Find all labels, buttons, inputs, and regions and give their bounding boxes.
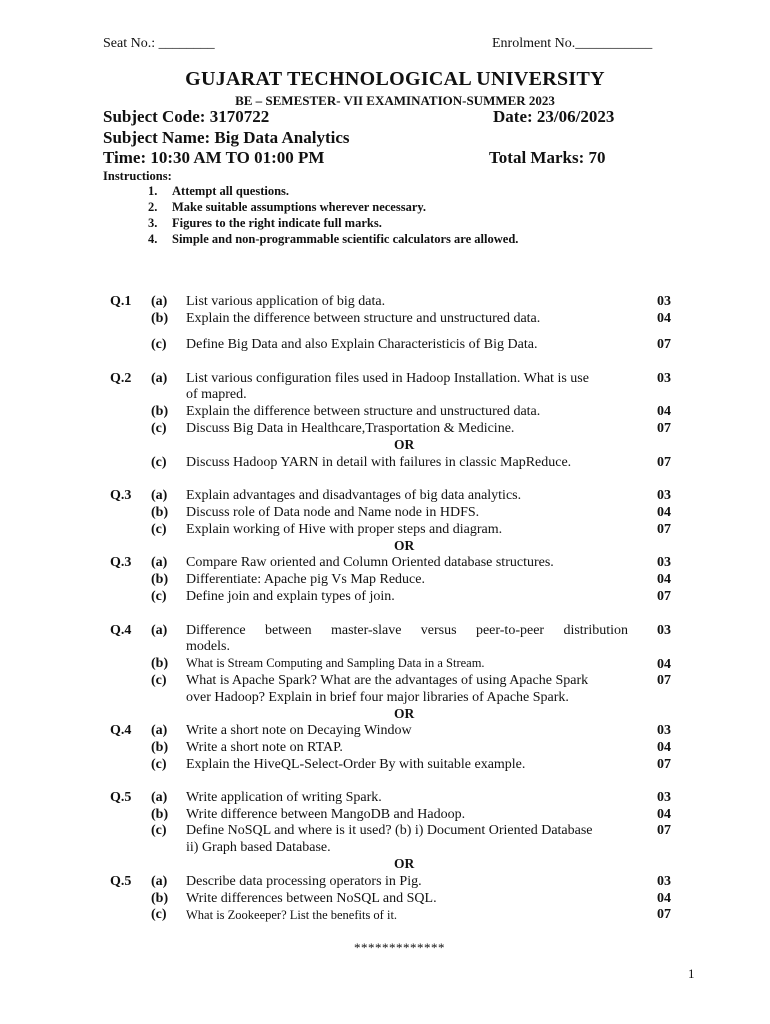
question-text: Discuss role of Data node and Name node in HDFS. xyxy=(186,505,480,520)
question-number: Q.4 xyxy=(110,723,132,738)
enrolment-number-field: Enrolment No.___________ xyxy=(492,36,653,51)
subject-name: Subject Name: Big Data Analytics xyxy=(103,128,350,147)
question-text: What is Stream Computing and Sampling Data in a Stream. xyxy=(186,656,485,670)
question-number: Q.1 xyxy=(110,294,132,309)
marks: 04 xyxy=(657,657,671,672)
exam-date: Date: 23/06/2023 xyxy=(493,107,615,126)
part-label: (a) xyxy=(151,723,168,738)
question-text: models. xyxy=(186,639,230,654)
part-label: (c) xyxy=(151,337,167,352)
question-text: Describe data processing operators in Pig. xyxy=(186,874,422,889)
question-text: Compare Raw oriented and Column Oriented database structures. xyxy=(186,555,554,570)
marks: 03 xyxy=(657,623,671,638)
marks: 04 xyxy=(657,311,671,326)
part-label: (c) xyxy=(151,455,167,470)
part-label: (b) xyxy=(151,572,169,587)
question-text: Discuss Hadoop YARN in detail with failures in classic MapReduce. xyxy=(186,455,572,470)
part-label: (c) xyxy=(151,673,167,688)
question-text: What is Zookeeper? List the benefits of it. xyxy=(186,908,398,922)
marks: 07 xyxy=(657,455,671,470)
question-text: Write differences between NoSQL and SQL. xyxy=(186,891,437,906)
marks: 07 xyxy=(657,421,671,436)
question-text: of mapred. xyxy=(186,387,247,402)
question-text: ii) Graph based Database. xyxy=(186,840,331,855)
marks: 07 xyxy=(657,589,671,604)
marks: 04 xyxy=(657,572,671,587)
marks: 03 xyxy=(657,555,671,570)
instruction-item: 2. Make suitable assumptions wherever necessary. xyxy=(148,200,427,214)
marks: 07 xyxy=(657,757,671,772)
marks: 04 xyxy=(657,891,671,906)
exam-time: Time: 10:30 AM TO 01:00 PM xyxy=(103,148,325,167)
question-text: Define join and explain types of join. xyxy=(186,589,395,604)
question-number: Q.5 xyxy=(110,790,132,805)
question-text: Difference between master-slave versus peer-to-peer distribution xyxy=(186,623,628,638)
marks: 07 xyxy=(657,522,671,537)
instructions-title: Instructions: xyxy=(103,169,172,183)
marks: 04 xyxy=(657,740,671,755)
semester-title: BE – SEMESTER- VII EXAMINATION-SUMMER 2023 xyxy=(235,93,555,108)
part-label: (c) xyxy=(151,757,167,772)
part-label: (c) xyxy=(151,421,167,436)
question-number: Q.5 xyxy=(110,874,132,889)
marks: 07 xyxy=(657,673,671,688)
question-text: Define NoSQL and where is it used? (b) i) Document Oriented Database xyxy=(186,823,593,838)
question-text: Write difference between MangoDB and Hadoop. xyxy=(186,807,466,822)
marks: 04 xyxy=(657,807,671,822)
question-text: over Hadoop? Explain in brief four major libraries of Apache Spark. xyxy=(186,690,569,705)
question-text: List various configuration files used in Hadoop Installation. What is use xyxy=(186,371,589,386)
part-label: (c) xyxy=(151,522,167,537)
part-label: (a) xyxy=(151,555,168,570)
instruction-item: 4. Simple and non-programmable scientific calculators are allowed. xyxy=(148,232,519,246)
or-separator: OR xyxy=(394,706,415,721)
marks: 03 xyxy=(657,790,671,805)
instruction-item: 3. Figures to the right indicate full marks. xyxy=(148,216,382,230)
or-separator: OR xyxy=(394,538,415,553)
part-label: (c) xyxy=(151,907,167,922)
question-text: Write a short note on Decaying Window xyxy=(186,723,412,738)
part-label: (a) xyxy=(151,294,168,309)
part-label: (c) xyxy=(151,589,167,604)
marks: 03 xyxy=(657,294,671,309)
total-marks: Total Marks: 70 xyxy=(489,148,606,167)
marks: 04 xyxy=(657,505,671,520)
marks: 03 xyxy=(657,488,671,503)
part-label: (b) xyxy=(151,740,169,755)
question-text: Write application of writing Spark. xyxy=(186,790,382,805)
part-label: (c) xyxy=(151,823,167,838)
question-number: Q.3 xyxy=(110,488,132,503)
question-text: Explain the difference between structure and unstructured data. xyxy=(186,404,541,419)
marks: 07 xyxy=(657,907,671,922)
question-text: List various application of big data. xyxy=(186,294,386,309)
subject-code: Subject Code: 3170722 xyxy=(103,107,270,126)
question-text: Discuss Big Data in Healthcare,Trasportation & Medicine. xyxy=(186,421,515,436)
or-separator: OR xyxy=(394,856,415,871)
question-text: Explain advantages and disadvantages of big data analytics. xyxy=(186,488,522,503)
end-of-paper-marker: ************* xyxy=(354,940,445,955)
question-text: Explain the difference between structure and unstructured data. xyxy=(186,311,541,326)
part-label: (a) xyxy=(151,623,168,638)
page-number: 1 xyxy=(688,966,695,981)
question-number: Q.2 xyxy=(110,371,132,386)
part-label: (b) xyxy=(151,404,169,419)
marks: 07 xyxy=(657,337,671,352)
part-label: (a) xyxy=(151,488,168,503)
marks: 03 xyxy=(657,371,671,386)
question-text: What is Apache Spark? What are the advantages of using Apache Spark xyxy=(186,673,589,688)
question-text: Define Big Data and also Explain Characteristicis of Big Data. xyxy=(186,337,538,352)
part-label: (b) xyxy=(151,891,169,906)
seat-number-field: Seat No.: ________ xyxy=(103,36,215,51)
question-number: Q.4 xyxy=(110,623,132,638)
question-text: Explain working of Hive with proper steps and diagram. xyxy=(186,522,503,537)
part-label: (a) xyxy=(151,790,168,805)
part-label: (b) xyxy=(151,656,169,671)
university-title: GUJARAT TECHNOLOGICAL UNIVERSITY xyxy=(185,68,605,90)
or-separator: OR xyxy=(394,437,415,452)
question-text: Differentiate: Apache pig Vs Map Reduce. xyxy=(186,572,425,587)
instruction-item: 1. Attempt all questions. xyxy=(148,184,290,198)
question-number: Q.3 xyxy=(110,555,132,570)
marks: 07 xyxy=(657,823,671,838)
part-label: (b) xyxy=(151,505,169,520)
marks: 03 xyxy=(657,874,671,889)
part-label: (a) xyxy=(151,371,168,386)
part-label: (b) xyxy=(151,807,169,822)
marks: 04 xyxy=(657,404,671,419)
question-text: Write a short note on RTAP. xyxy=(186,740,343,755)
part-label: (a) xyxy=(151,874,168,889)
question-text: Explain the HiveQL-Select-Order By with suitable example. xyxy=(186,757,526,772)
marks: 03 xyxy=(657,723,671,738)
part-label: (b) xyxy=(151,311,169,326)
